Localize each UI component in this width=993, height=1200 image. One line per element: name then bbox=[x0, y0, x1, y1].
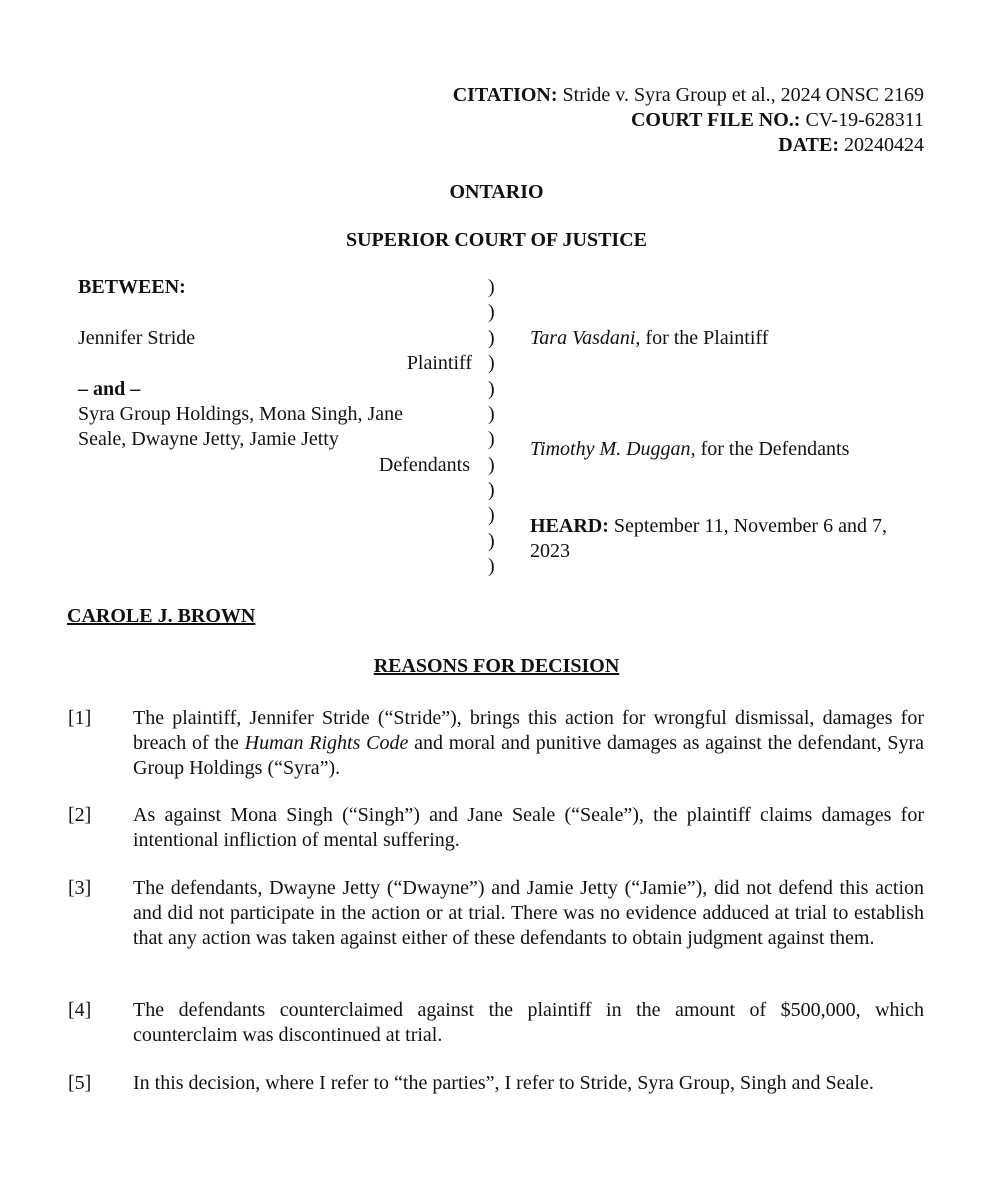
court-file-line bbox=[631, 108, 924, 133]
heard-line-1 bbox=[530, 514, 887, 539]
paragraph-text bbox=[133, 706, 924, 781]
paragraph-text: The defendants counterclaimed against the plaintiff in the amount of $500,000, which counterclaim was discontinued at trial. bbox=[133, 999, 924, 1046]
paragraph-number: [3] bbox=[68, 877, 92, 899]
paragraph-text: In this decision, where I refer to “the parties”, I refer to Stride, Syra Group, Singh and Seale. bbox=[133, 1072, 874, 1094]
paren-divider: ) bbox=[488, 378, 495, 400]
paragraph-text: The defendants, Dwayne Jetty (“Dwayne”) and Jamie Jetty (“Jamie”), did not defend this action and did not participate in the action or at trial. There was no evidence adduced at trial to establish that any action was taken against either of these defendants to obtain judgment against them. bbox=[133, 877, 924, 949]
defendants-line-1: Syra Group Holdings, Mona Singh, Jane bbox=[78, 403, 403, 425]
paren-divider: ) bbox=[488, 327, 495, 349]
plaintiff-counsel bbox=[530, 326, 768, 351]
paragraph-text-part: and moral and punitive damages as against the defendant, Syra Group Holdings (“Syra”). bbox=[133, 732, 925, 779]
defendants-line-2: Seale, Dwayne Jetty, Jamie Jetty bbox=[78, 428, 339, 450]
heard-line-2: 2023 bbox=[530, 540, 570, 562]
court-name: SUPERIOR COURT OF JUSTICE bbox=[345, 229, 647, 251]
paren-divider: ) bbox=[488, 555, 495, 577]
reasons-title-text: REASONS FOR DECISION bbox=[373, 655, 620, 677]
defendant-counsel-suffix: , for the Defendants bbox=[690, 438, 850, 460]
code-title: Human Rights Code bbox=[244, 732, 409, 754]
plaintiff-counsel-suffix: , for the Plaintiff bbox=[635, 327, 769, 349]
paragraph-number: [5] bbox=[68, 1072, 92, 1094]
between-label: BETWEEN: bbox=[78, 276, 186, 298]
paragraph-text-part: The plaintiff, Jennifer Stride (“Stride”), brings this action for wrongful dismissal, damages for breach of the bbox=[133, 707, 924, 754]
paren-divider: ) bbox=[488, 428, 495, 450]
defendant-counsel-name: Timothy M. Duggan bbox=[530, 438, 691, 460]
reasons-title bbox=[0, 654, 993, 679]
paren-divider: ) bbox=[488, 403, 495, 425]
paragraph-text: As against Mona Singh (“Singh”) and Jane Seale (“Seale”), the plaintiff claims damages for intentional infliction of mental suffering. bbox=[133, 804, 924, 851]
plaintiff-counsel-name: Tara Vasdani bbox=[530, 327, 636, 349]
paren-divider: ) bbox=[488, 276, 495, 298]
paren-divider: ) bbox=[488, 479, 495, 501]
plaintiff-role: Plaintiff bbox=[406, 352, 472, 374]
court-file-value: CV-19-628311 bbox=[805, 109, 924, 131]
heard-dates: September 11, November 6 and 7, bbox=[613, 515, 887, 537]
jurisdiction: ONTARIO bbox=[449, 181, 544, 203]
date-value: 20240424 bbox=[844, 134, 924, 156]
citation-line bbox=[453, 83, 924, 108]
heard-label: HEARD: bbox=[530, 515, 609, 537]
defendants-role: Defendants bbox=[378, 454, 470, 476]
paragraph-number: [2] bbox=[68, 804, 92, 826]
paren-divider: ) bbox=[488, 454, 495, 476]
paren-divider: ) bbox=[488, 352, 495, 374]
paren-divider: ) bbox=[488, 301, 495, 323]
paren-divider: ) bbox=[488, 504, 495, 526]
date-label: DATE: bbox=[778, 134, 839, 156]
paren-divider: ) bbox=[488, 530, 495, 552]
court-file-label: COURT FILE NO.: bbox=[630, 109, 801, 131]
plaintiff-name: Jennifer Stride bbox=[78, 327, 196, 349]
citation-label: CITATION: bbox=[452, 84, 558, 106]
judge-name: CAROLE J. BROWN bbox=[67, 605, 256, 627]
and-label: – and – bbox=[78, 378, 141, 400]
defendant-counsel bbox=[530, 437, 849, 462]
paragraph-number: [4] bbox=[68, 999, 92, 1021]
citation-value: Stride v. Syra Group et al., 2024 ONSC 2169 bbox=[562, 84, 924, 106]
paragraph-number: [1] bbox=[68, 707, 92, 729]
date-line bbox=[778, 133, 924, 158]
